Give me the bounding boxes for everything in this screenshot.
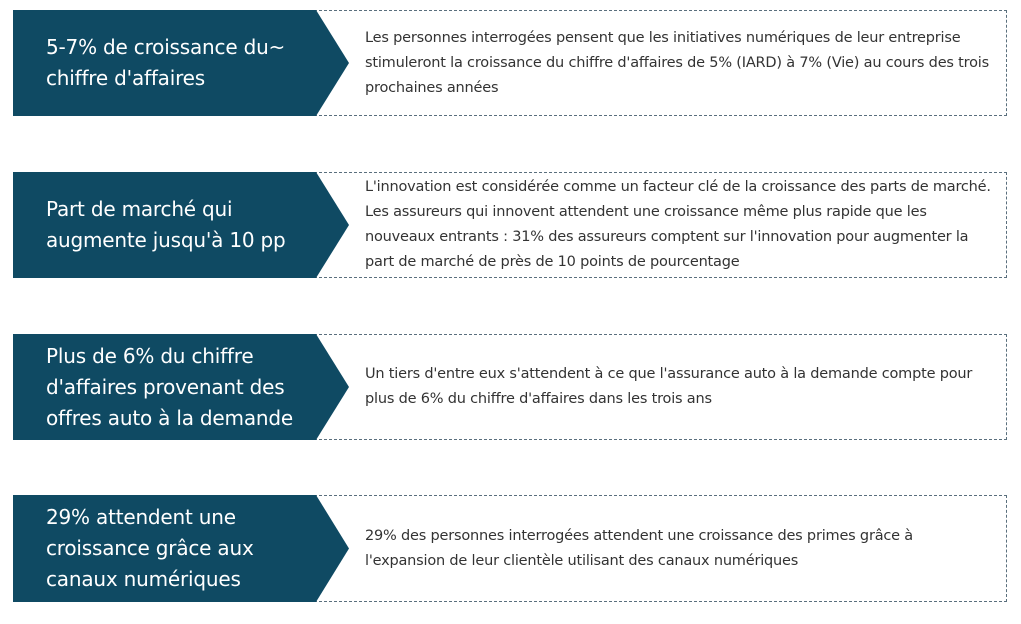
item-title: 5-7% de croissance du~ chiffre d'affaires <box>46 35 286 90</box>
item-title: 29% attendent une croissance grâce aux canaux numériques <box>46 505 254 591</box>
item-row-market-share <box>13 172 1007 278</box>
item-row-digital-channels <box>13 495 1007 602</box>
item-row-revenue-growth <box>13 10 1007 116</box>
item-description: Les personnes interrogées pensent que les initiatives numériques de leur entreprise stimuleront la croissance du chiffre d'affaires de 5% (IARD) à 7% (Vie) au cours des trois prochaines années <box>365 29 989 96</box>
item-title: Part de marché qui augmente jusqu'à 10 pp <box>46 197 286 252</box>
item-description: L'innovation est considérée comme un facteur clé de la croissance des parts de marché. Les assureurs qui innovent attendent une croissance même plus rapide que les nouveaux entrants : 31% des assureurs comptent sur l'innovation pour augmenter la part de marché de près de 10 points de pourcentage <box>365 179 991 270</box>
item-description: Un tiers d'entre eux s'attendent à ce que l'assurance auto à la demande compte pour plus de 6% du chiffre d'affaires dans les trois ans <box>365 366 973 407</box>
item-row-auto-on-demand <box>13 334 1007 440</box>
item-title: Plus de 6% du chiffre d'affaires provenant des offres auto à la demande <box>46 343 293 430</box>
item-description: 29% des personnes interrogées attendent une croissance des primes grâce à l'expansion de leur clientèle utilisant des canaux numériques <box>365 527 913 569</box>
